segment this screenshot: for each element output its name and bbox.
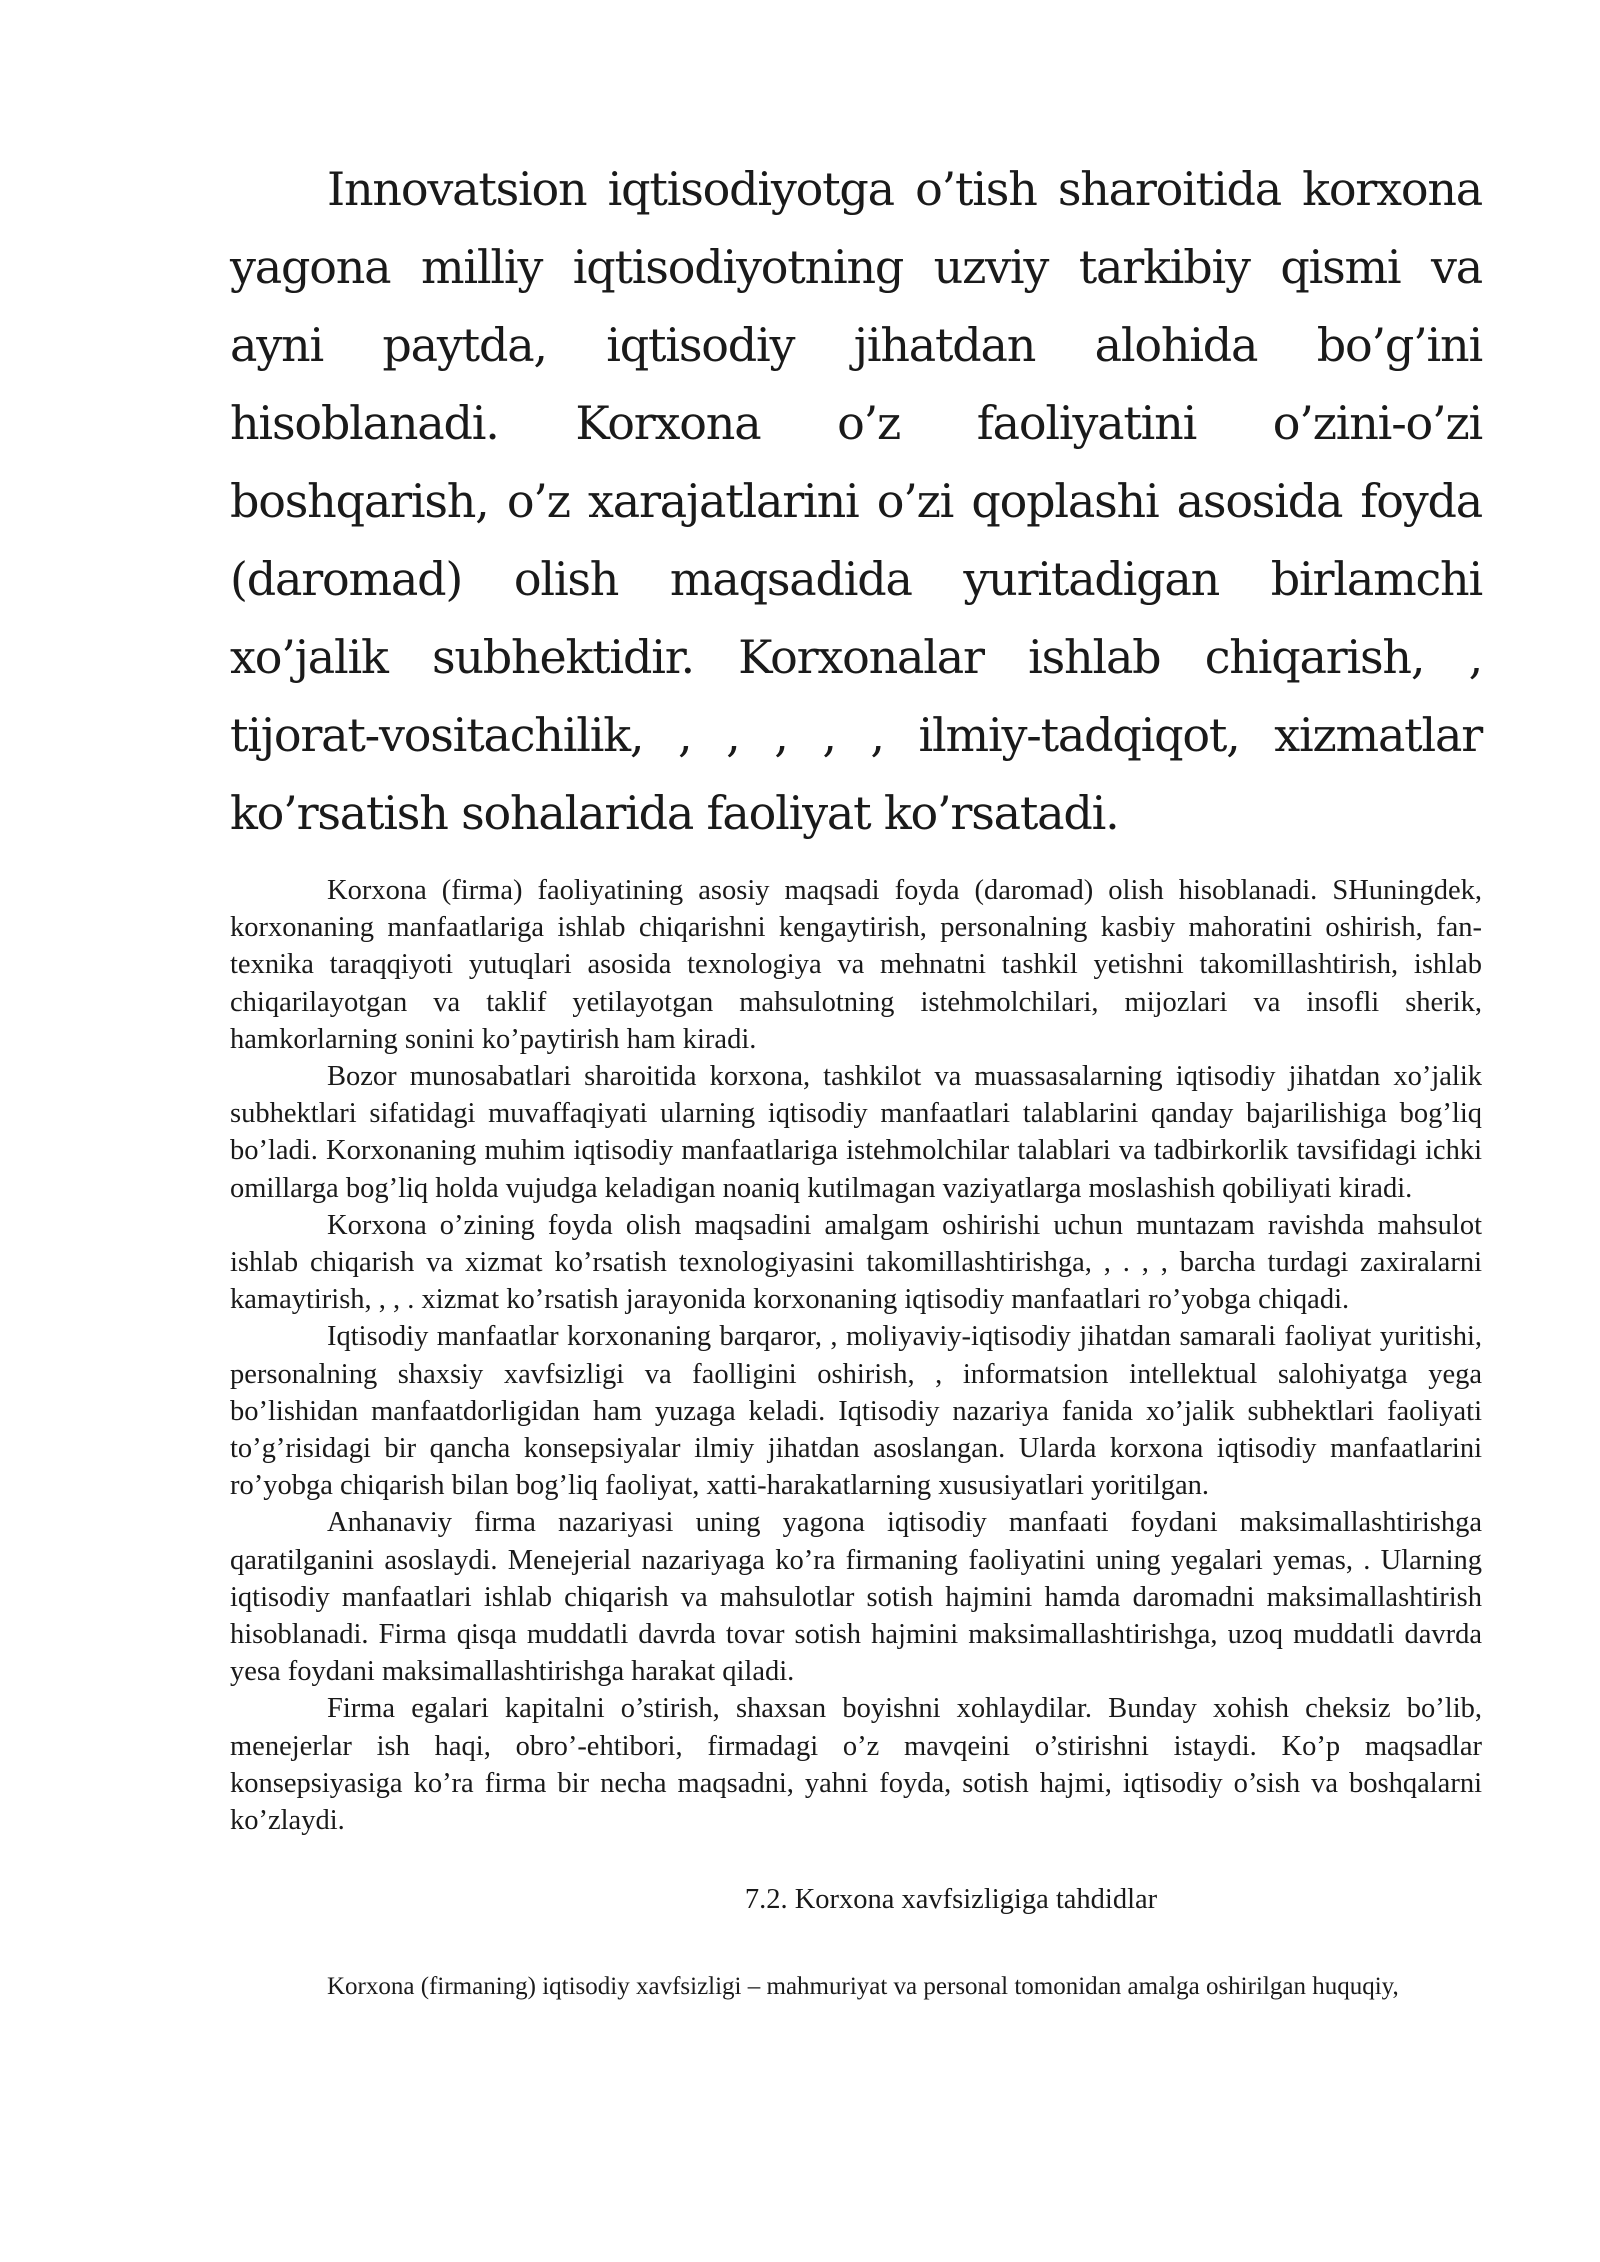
body-paragraph: Bozor munosabatlari sharoitida korxona, tashkilot va muassasalarning iqtisodiy jihatdan xo’jalik subhektlari sifatidagi muvaffaqiyati ularning iqtisodiy manfaatlari talablarini qanday bajarilishiga bog’liq bo’ladi. Korxonaning muhim iqtisodiy manfaatlariga istehmolchilar talablari va tadbirkorlik tavsifidagi ichki omillarga bog’liq holda vujudga keladigan noaniq kutilmagan vaziyatlarga moslashish qobiliyati kiradi. xyxy=(230,1061,1482,1204)
body-paragraph: Anhanaviy firma nazariyasi uning yagona iqtisodiy manfaati foydani maksimallashtirishga qaratilganini asoslaydi. Menejerial nazariyaga ko’ra firmaning faoliyatini uning yegalari yemas, . Ularning iqtisodiy manfaatlari ishlab chiqarish va mahsulotlar sotish hajmini hamda daromadni maksimallashtirish hisoblanadi. Firma qisqa muddatli davrda tovar sotish hajmini maksimallashtirishga, uzoq muddatli davrda yesa foydani maksimallashtirishga harakat qiladi. xyxy=(230,1507,1482,1688)
body-paragraph: Firma egalari kapitalni o’stirish, shaxsan boyishni xohlaydilar. Bunday xohish cheksiz bo’lib, menejerlar ish haqi, obro’-ehtibori, firmadagi o’z mavqeini o’stirishni istaydi. Ko’p maqsadlar konsepsiyasiga ko’ra firma bir necha maqsadni, yahni foyda, sotish hajmi, iqtisodiy o’sish va boshqalarni ko’zlaydi. xyxy=(230,1693,1482,1837)
page-content xyxy=(230,150,1482,2004)
section-heading: 7.2. Korxona xavfsizligiga tahdidlar xyxy=(744,1884,1158,1916)
body-paragraph: Iqtisodiy manfaatlar korxonaning barqaror, , moliyaviy-iqtisodiy jihatdan samarali faoliyat yuritishi, personalning shaxsiy xavfsizligi va faolligini oshirish, , informatsion intellektual salohiyatga yega bo’lishidan manfaatdorligidan ham yuzaga keladi. Iqtisodiy nazariya fanida xo’jalik subhektlari faoliyati to’g’risidagi bir qancha konsepsiyalar ilmiy jihatdan asoslangan. Ularda korxona iqtisodiy manfaatlarini ro’yobga chiqarish bilan bog’liq faoliyat, xatti-harakatlarning xususiyatlari yoritilgan. xyxy=(230,1321,1482,1502)
lead-paragraph: Innovatsion iqtisodiyotga o’tish sharoitida korxona yagona milliy iqtisodiyotning uzviy tarkibiy qismi va ayni paytda, iqtisodiy jihatdan alohida bo’g’ini hisoblanadi. Korxona o’z faoliyatini o’zini-o’zi boshqarish, o’z xarajatlarini o’zi qoplashi asosida foyda (daromad) olish maqsadida yuritadigan birlamchi xo’jalik subhektidir. Korxonalar ishlab chiqarish, , tijorat-vositachilik, , , , , , ilmiy-tadqiqot, xizmatlar ko’rsatish sohalarida faoliyat ko’rsatadi. xyxy=(230,162,1482,840)
body-paragraph: Korxona o’zining foyda olish maqsadini amalgam oshirishi uchun muntazam ravishda mahsulot ishlab chiqarish va xizmat ko’rsatish texnologiyasini takomillashtirishga, , . , , barcha turdagi zaxiralarni kamaytirish, , , . xizmat ko’rsatish jarayonida korxonaning iqtisodiy manfaatlari ro’yobga chiqadi. xyxy=(230,1209,1482,1316)
body-paragraph: Korxona (firma) faoliyatining asosiy maqsadi foyda (daromad) olish hisoblanadi. SHuningdek, korxonaning manfaatlariga ishlab chiqarishni kengaytirish, personalning kasbiy mahoratini oshirish, fan-texnika taraqqiyoti yutuqlari asosida texnologiya va mehnatni tashkil yetishni takomillashtirish, ishlab chiqarilayotgan va taklif yetilayotgan mahsulotning istehmolchilari, mijozlari va insofli sherik, hamkorlarning sonini ko’paytirish ham kiradi. xyxy=(230,875,1482,1055)
trailing-paragraph-line: Korxona (firmaning) iqtisodiy xavfsizligi – mahmuriyat va personal tomonidan amalga oshirilgan huquqiy, xyxy=(327,1973,1399,2001)
